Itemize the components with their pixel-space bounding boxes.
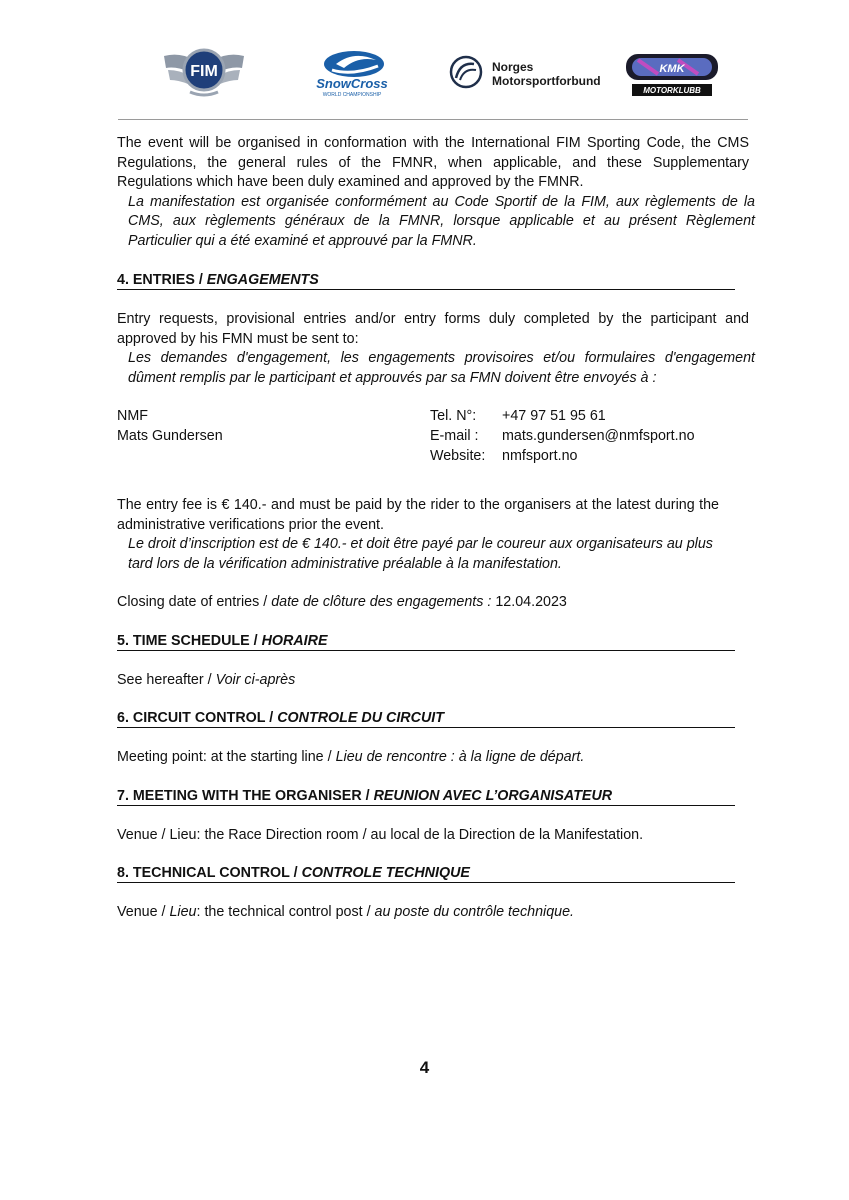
contact-tel-label: Tel. N°: (430, 408, 477, 424)
entries-fr: Les demandes d'engagement, les engagements provisoires et/ou formulaires d'engagement dûment remplis par le participant et approuvés par sa FMN doivent être envoyés à : (128, 350, 755, 386)
section-4-title-fr: ENGAGEMENTS (206, 272, 319, 288)
section-5-title-fr: HORAIRE (261, 632, 328, 649)
section-8-title: 8. TECHNICAL CONTROL / (117, 865, 302, 881)
technical-t2: Lieu (169, 904, 197, 920)
intro-fr: La manifestation est organisée conformément au Code Sportif de la FIM, aux règlements de la CMS, aux règlements généraux de la FMNR, lorsque applicable et au présent Règlement Particulier qui a été examiné et approuvé par la FMNR. (128, 193, 755, 249)
svg-text:KMK: KMK (659, 63, 685, 75)
section-5-title: 5. TIME SCHEDULE / (117, 632, 262, 649)
section-4-heading (117, 271, 735, 290)
technical-t1: Venue / (117, 904, 170, 920)
fee-fr-2: tard lors de la vérification administrative préalable à la manifestation. (128, 555, 562, 572)
circuit-fr: Lieu de rencontre : à la ligne de départ. (335, 749, 585, 765)
contact-email-label: E-mail : (430, 428, 479, 444)
fee-fr-1: Le droit d’inscription est de € 140.- et doit être payé par le coureur aux organisateurs au plus (128, 536, 713, 552)
technical-t3: : the technical control post / (196, 904, 375, 920)
closing-date: 12.04.2023 (495, 594, 567, 610)
section-8-heading (117, 864, 735, 883)
contact-org: NMF (117, 408, 148, 424)
schedule-text (117, 671, 757, 691)
section-7-title-fr: REUNION AVEC L’ORGANISATEUR (373, 787, 613, 804)
page-number: 4 (419, 1058, 430, 1077)
closing-label-en: Closing date of entries / (117, 594, 272, 610)
contact-person: Mats Gundersen (117, 428, 223, 444)
section-4-title: 4. ENTRIES / (117, 272, 207, 288)
nmf-logo (448, 54, 601, 94)
svg-text:SnowCross: SnowCross (316, 76, 388, 91)
svg-text:MOTORKLUBB: MOTORKLUBB (643, 86, 701, 95)
snowcross-logo (302, 46, 402, 98)
section-6-title-fr: CONTROLE DU CIRCUIT (277, 710, 444, 726)
fim-logo (160, 42, 248, 98)
section-7-title: 7. MEETING WITH THE ORGANISER / (117, 787, 374, 804)
contact-web-label: Website: (430, 448, 486, 464)
section-8-title-fr: CONTROLE TECHNIQUE (301, 865, 470, 881)
contact-web[interactable]: nmfsport.no (502, 448, 578, 464)
kmk-logo (618, 48, 726, 100)
technical-text (117, 903, 757, 923)
document-body (117, 134, 757, 923)
meeting-text: Venue / Lieu: the Race Direction room / au local de la Direction de la Manifestation. (117, 826, 644, 843)
contact-tel: +47 97 51 95 61 (502, 408, 606, 424)
logo-header (150, 36, 740, 106)
section-5-heading (117, 632, 735, 651)
intro-en: The event will be organised in conformation with the International FIM Sporting Code, the CMS Regulations, the general rules of the FMNR, when applicable, and these Supplementary Regulations which have been duly examined and approved by the FMNR. (117, 135, 749, 190)
closing-date-line (117, 593, 757, 613)
section-7-heading (117, 787, 735, 806)
nmf-emblem-icon (448, 54, 484, 90)
header-divider (118, 119, 748, 120)
nmf-name-line2: Motorsportforbund (492, 74, 601, 88)
contact-block (117, 407, 757, 467)
section-6-title: 6. CIRCUIT CONTROL / (117, 710, 278, 726)
section-6-heading (117, 709, 735, 728)
nmf-name-line1: Norges (492, 60, 534, 74)
entries-en: Entry requests, provisional entries and/or entry forms duly completed by the participant and approved by his FMN must be sent to: (117, 311, 749, 347)
circuit-en: Meeting point: at the starting line / (117, 749, 336, 765)
contact-email[interactable]: mats.gundersen@nmfsport.no (502, 428, 695, 444)
circuit-text (117, 748, 757, 768)
technical-t4: au poste du contrôle technique. (374, 904, 575, 920)
schedule-en: See hereafter / (117, 671, 216, 688)
svg-text:FIM: FIM (190, 63, 218, 80)
svg-text:WORLD CHAMPIONSHIP: WORLD CHAMPIONSHIP (322, 92, 382, 98)
schedule-fr: Voir ci-après (215, 671, 296, 688)
fee-en: The entry fee is € 140.- and must be paid by the rider to the organisers at the latest during the administrative verifications prior the event. (117, 497, 719, 533)
closing-label-fr: date de clôture des engagements : (271, 594, 496, 610)
